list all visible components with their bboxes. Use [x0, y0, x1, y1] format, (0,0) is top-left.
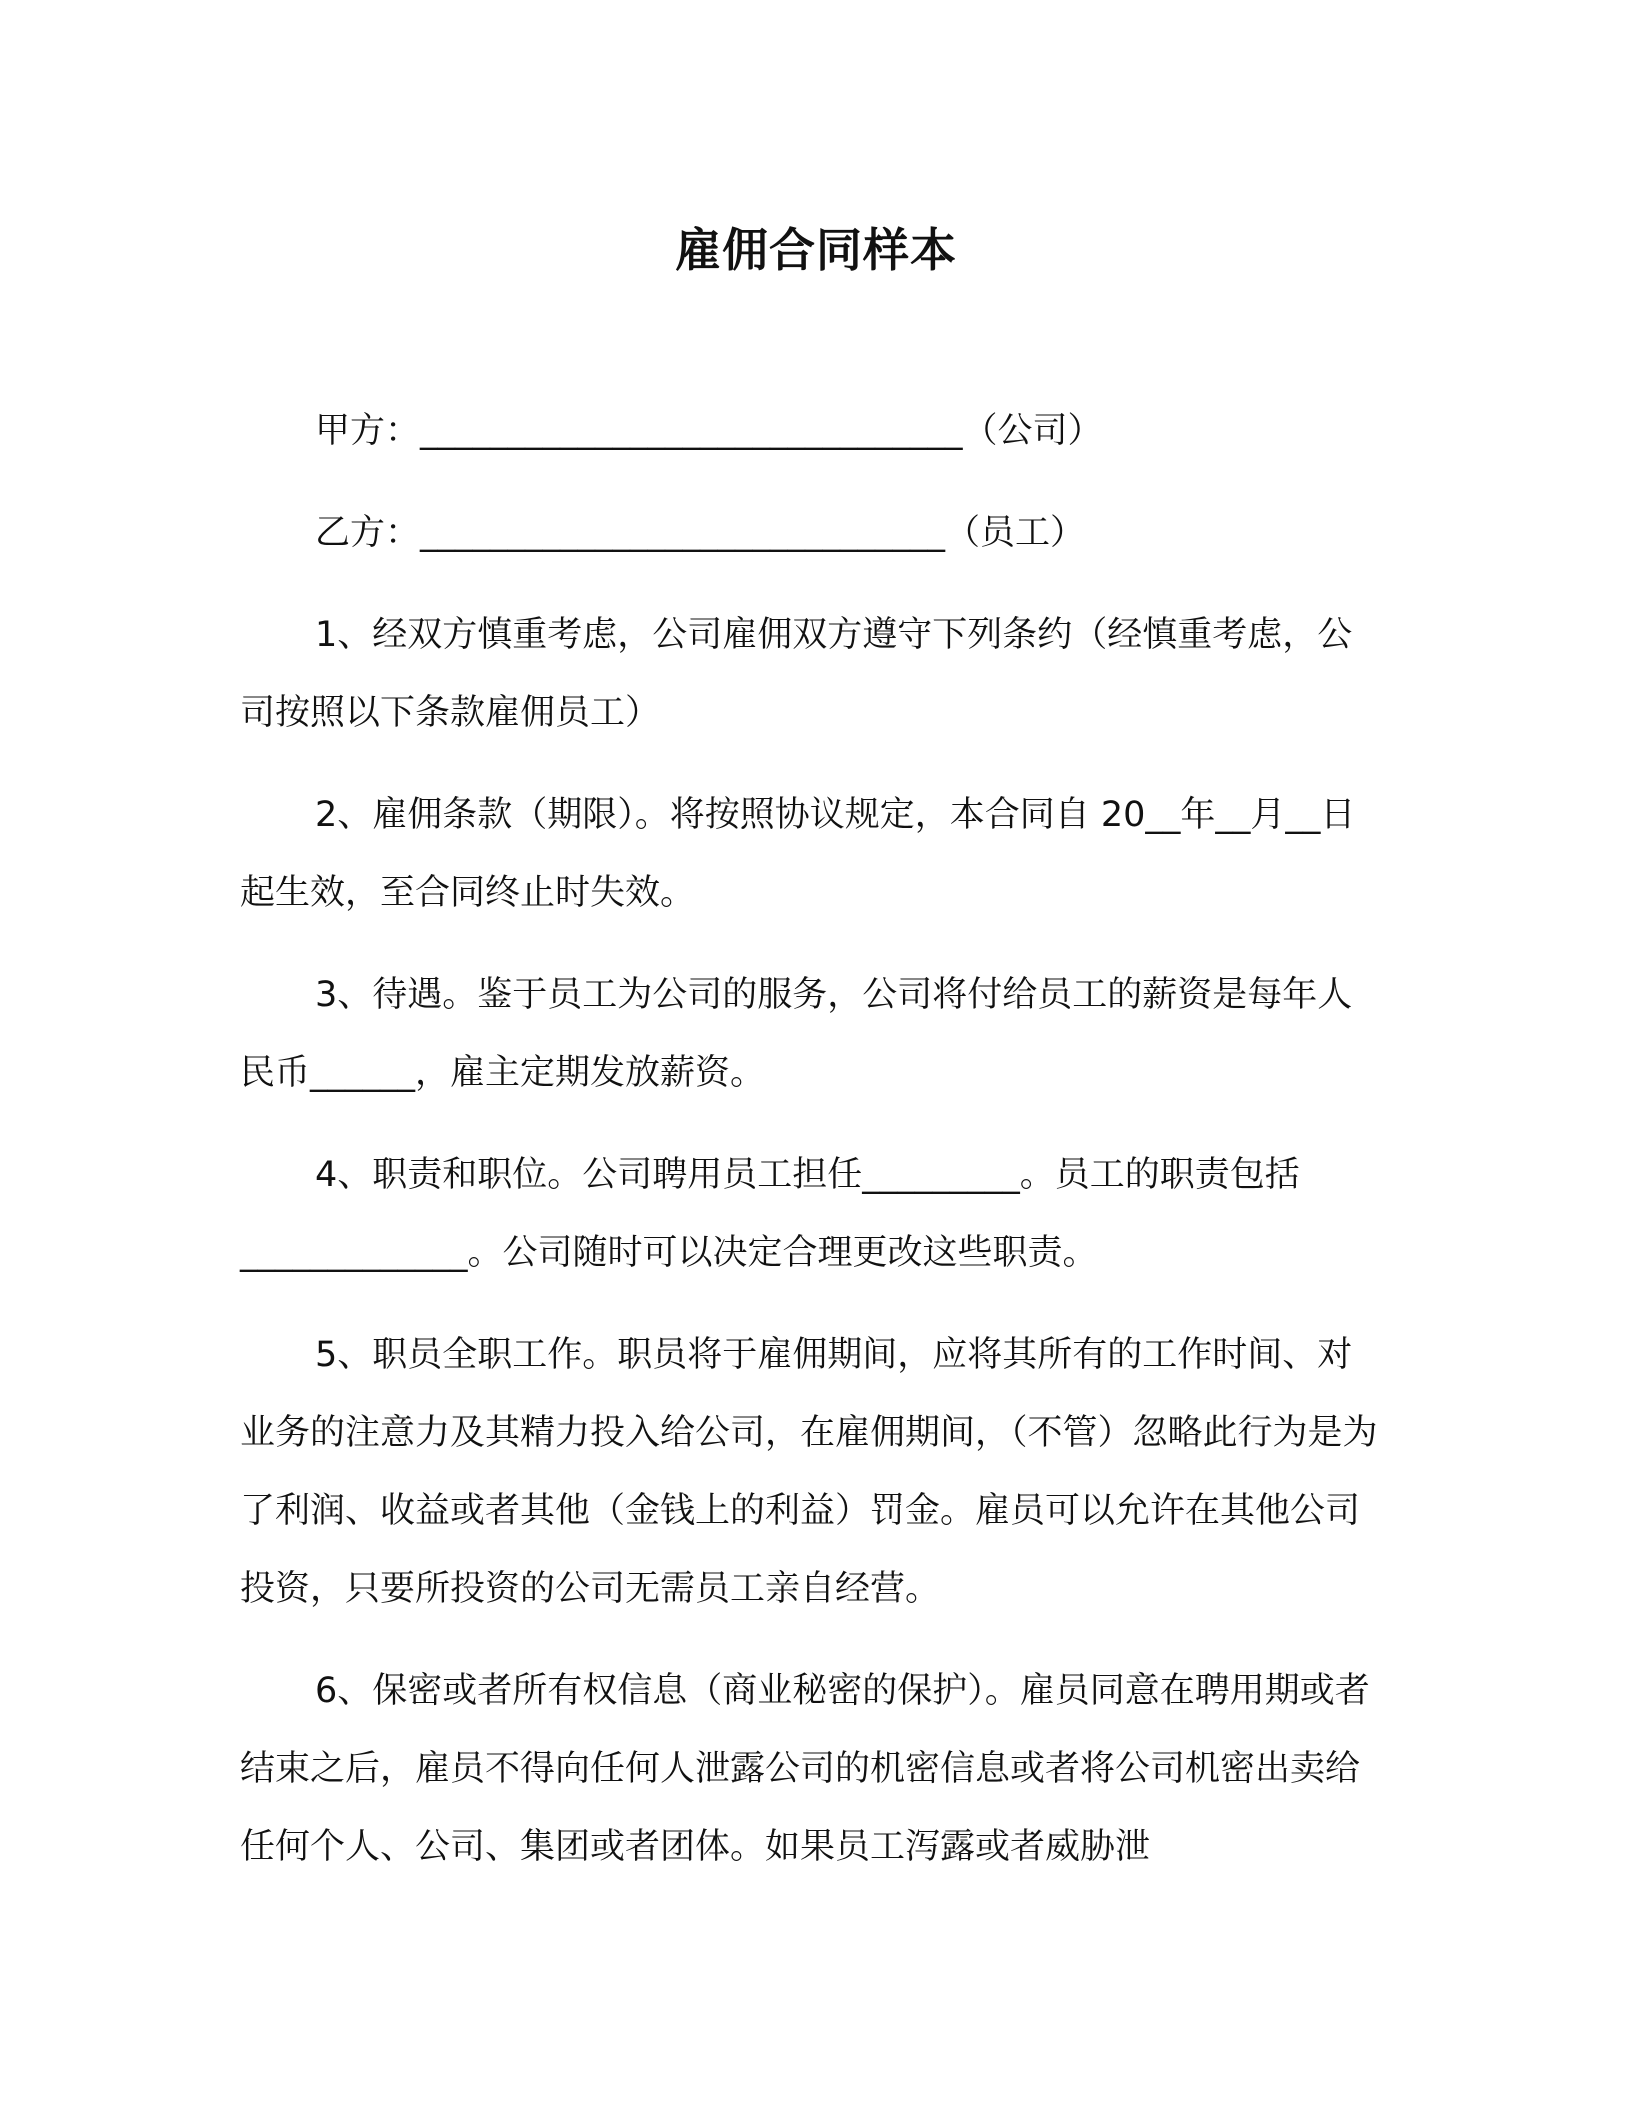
document-title: 雇佣合同样本	[675, 223, 957, 277]
party-a-line: 甲方：_______________________________（公司）	[315, 411, 1103, 451]
document-body	[240, 392, 1380, 1910]
clause-5: 5、职员全职工作。职员将于雇佣期间，应将其所有的工作时间、对业务的注意力及其精力投入给公司，在雇佣期间，（不管）忽略此行为是为了利润、收益或者其他（金钱上的利益）罚金。雇员可以允许在其他公司投资，只要所投资的公司无需员工亲自经营。	[240, 1335, 1378, 1609]
clause-2: 2、雇佣条款（期限）。将按照协议规定，本合同自 20__年__月__日起生效，至合同终止时失效。	[240, 795, 1356, 913]
party-b-line: 乙方：______________________________（员工）	[315, 513, 1086, 553]
clause-4: 4、职责和职位。公司聘用员工担任_________。员工的职责包括_____________。公司随时可以决定合理更改这些职责。	[240, 1155, 1300, 1273]
clause-1: 1、经双方慎重考虑，公司雇佣双方遵守下列条约（经慎重考虑，公司按照以下条款雇佣员工）	[240, 615, 1353, 733]
clause-3: 3、待遇。鉴于员工为公司的服务，公司将付给员工的薪资是每年人民币______，雇主定期发放薪资。	[240, 975, 1353, 1093]
clause-6: 6、保密或者所有权信息（商业秘密的保护）。雇员同意在聘用期或者结束之后，雇员不得向任何人泄露公司的机密信息或者将公司机密出卖给任何个人、公司、集团或者团体。如果员工泻露或者威胁泄	[240, 1671, 1370, 1867]
